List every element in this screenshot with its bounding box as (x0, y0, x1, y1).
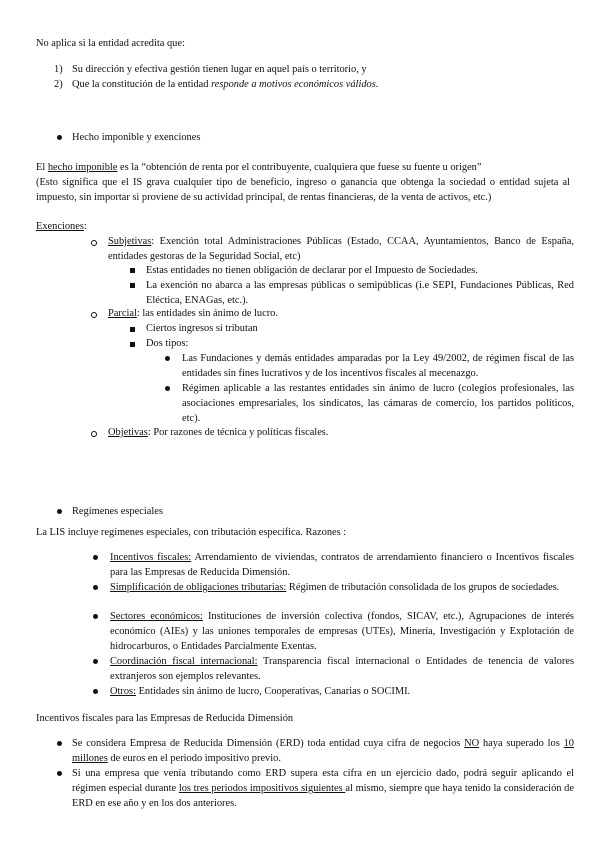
bullet-icon (93, 614, 98, 619)
underlined-text: 10 millones (72, 738, 574, 764)
conditions-list (54, 62, 574, 92)
razon-text: Régimen de tributación consolidada de los grupos de sociedades. (286, 582, 560, 593)
hecho-note: (Esto significa que el IS grava cualquier tipo de beneficio, ingreso o ganancia que obtenga la sociedad o entidad sujeta al impuesto, sin importar si proviene de su actividad principal, de rentas financieras, de la venta de activos, etc.) (36, 177, 570, 203)
circle-bullet-icon (91, 431, 97, 437)
objetivas-label: Objetivas (108, 427, 148, 438)
bullet-icon (57, 135, 62, 140)
square-bullet-icon (130, 268, 135, 273)
razon-text: Entidades sin ánimo de lucro, Cooperativas, Canarias o SOCIMI. (135, 686, 411, 697)
tipo-item: Régimen aplicable a las restantes entidades sin ánimo de lucro (colegios profesionales, las asociaciones empresariales, los sindicatos, las cámaras de comercio, los partidos políticos, etc). (182, 383, 574, 424)
text-span: El (36, 162, 48, 173)
list-item (54, 77, 574, 92)
text-span: Se considera Empresa de Reducida Dimensión (ERD) toda entidad cuya cifra de negocios (72, 738, 465, 749)
erd-item (72, 766, 574, 811)
text-span: de euros en el periodo impositivo previo. (107, 753, 281, 764)
razon-item (110, 654, 574, 684)
parcial-subitem: Ciertos ingresos sí tributan (146, 323, 258, 334)
parcial-text: : las entidades sin ánimo de lucro. (136, 308, 278, 319)
razon-label: Simplificación de obligaciones tributarias: (110, 582, 287, 593)
list-text: Su dirección y efectiva gestión tienen lugar en aquel país o territorio, y (72, 64, 367, 75)
bullet-icon (57, 509, 62, 514)
section-heading: Hecho imponible y exenciones (72, 132, 201, 143)
erd-heading: Incentivos fiscales para las Empresas de Reducida Dimensión (36, 713, 294, 724)
bullet-icon (93, 689, 98, 694)
heading-text: Exenciones (36, 221, 84, 232)
razon-text: Transparencia fiscal internacional o Entidades de tenencia de valores extranjeros son ejemplos relevantes. (110, 656, 574, 682)
text-span: Si una empresa que venía tributando como ERD supera esta cifra en un ejercicio dado, podrá seguir aplicando el régimen especial durante (72, 768, 574, 794)
punctuation: . (375, 79, 379, 90)
bullet-icon (165, 386, 170, 391)
erd-item (72, 736, 574, 766)
italic-text: responde a motivos económicos válidos (211, 79, 376, 90)
underlined-text: los tres periodos impositivos siguientes (178, 783, 346, 794)
text-span: es la “obtención de renta por el contribuyente, cualquiera que fuese su fuente u origen” (117, 162, 482, 173)
razon-item (110, 580, 574, 595)
hecho-paragraph (36, 160, 576, 175)
bullet-icon (57, 741, 62, 746)
underlined-text: NO (464, 738, 480, 749)
hecho-imponible-term: hecho imponible (47, 162, 118, 173)
text-span: al mismo, siempre que haya tenido la consideración de ERD en ese año y en los dos anteriores. (72, 783, 574, 809)
razon-item (110, 550, 574, 580)
razon-item (110, 609, 574, 654)
text-span: haya superado los (479, 738, 564, 749)
razon-label: Sectores económicos: (110, 611, 203, 622)
objetivas-text: : Por razones de técnica y políticas fiscales. (147, 427, 329, 438)
square-bullet-icon (130, 327, 135, 332)
razon-label: Otros: (110, 686, 136, 697)
bullet-icon (93, 585, 98, 590)
circle-bullet-icon (91, 240, 97, 246)
razon-label: Coordinación fiscal internacional: (110, 656, 258, 667)
parcial-label: Parcial (108, 308, 137, 319)
razon-text: Instituciones de inversión colectiva (fondos, SICAV, etc.), Agrupaciones de interés económico (AIEs) y las uniones temporales de empresas (UTEs), Minería, Investigación y Explotación de hidrocarburos, o Entidades Parcialmente Exentas. (110, 611, 574, 652)
exenciones-heading (36, 219, 87, 234)
subjetivas-subitem: La exención no abarca a las empresas públicas o semipúblicas (i.e SEPI, Fundaciones Públicas, Red Eléctica, ENAGas, etc.). (146, 280, 574, 306)
list-item (54, 62, 574, 77)
razon-item (110, 684, 574, 699)
subjetivas-item (108, 234, 574, 264)
bullet-icon (93, 555, 98, 560)
bullet-icon (57, 771, 62, 776)
intro-text: No aplica si la entidad acredita que: (36, 38, 185, 49)
list-text: Que la constitución de la entidad (72, 79, 212, 90)
section-heading: Regímenes especiales (72, 506, 163, 517)
parcial-subitem: Dos tipos: (146, 338, 189, 349)
objetivas-item (108, 425, 328, 440)
subjetivas-subitem: Estas entidades no tienen obligación de declarar por el Impuesto de Sociedades. (146, 265, 478, 276)
punctuation: : (83, 221, 87, 232)
list-number: 1) (54, 64, 63, 75)
razon-label: Incentivos fiscales: (110, 552, 192, 563)
parcial-item (108, 306, 278, 321)
circle-bullet-icon (91, 312, 97, 318)
square-bullet-icon (130, 283, 135, 288)
subjetivas-text: : Exención total Administraciones Públicas (Estado, CCAA, Ayuntamientos, Banco de España, entidades gestoras de la Seguridad Social, etc) (108, 236, 574, 262)
list-number: 2) (54, 79, 63, 90)
bullet-icon (93, 659, 98, 664)
regimenes-intro: La LIS incluye regímenes especiales, con tributación específica. Razones : (36, 527, 347, 538)
bullet-icon (165, 356, 170, 361)
subjetivas-label: Subjetivas (108, 236, 152, 247)
square-bullet-icon (130, 342, 135, 347)
razon-text: Arrendamiento de viviendas, contratos de arrendamiento financiero o Incentivos fiscales para las Empresas de Reducida Dimensión. (110, 552, 574, 578)
tipo-item: Las Fundaciones y demás entidades amparadas por la Ley 49/2002, de régimen fiscal de las entidades sin fines lucrativos y de los incentivos fiscales al mecenazgo. (182, 353, 574, 379)
